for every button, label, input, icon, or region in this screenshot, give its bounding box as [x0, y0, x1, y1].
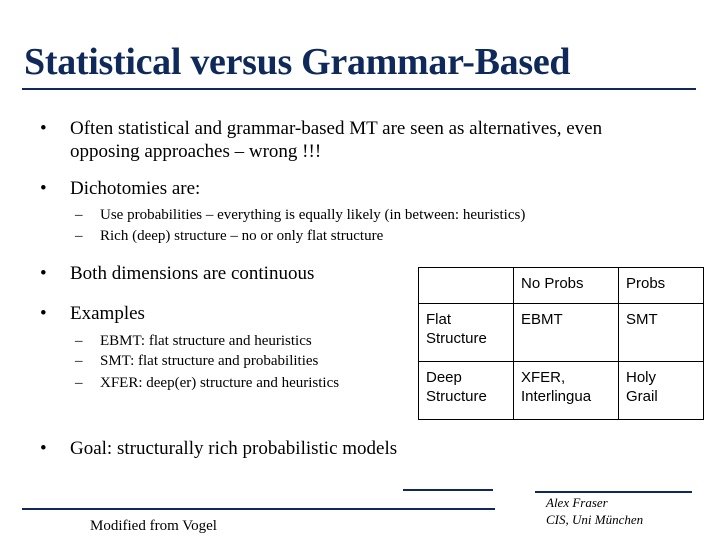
comparison-table [418, 267, 704, 420]
bullet-marker: • [40, 118, 47, 139]
sub-bullet-marker: – [75, 207, 83, 223]
bullet-2-text: Dichotomies are: [70, 178, 201, 199]
title-divider [22, 88, 696, 90]
footer-author-affiliation: CIS, Uni München [546, 512, 644, 527]
table-cell [619, 362, 704, 420]
footer-rule-lower [22, 508, 495, 510]
bullet-5-text: Goal: structurally rich probabilistic models [70, 438, 398, 459]
cell-line-1: Holy [626, 369, 657, 387]
table-cell [619, 304, 704, 362]
bullet-marker: • [40, 303, 47, 324]
footer-source: Modified from Vogel [90, 518, 217, 534]
footer-author [546, 494, 643, 528]
bullet-marker: • [40, 178, 47, 199]
bullet-4-sub-1-text: EBMT: flat structure and heuristics [100, 333, 312, 349]
row-label-line-2: Structure [426, 388, 487, 406]
bullet-3-text: Both dimensions are continuous [70, 263, 315, 284]
table-header-corner [419, 268, 514, 304]
bullet-2-sub-2-text: Rich (deep) structure – no or only flat structure [100, 228, 384, 244]
footer-rule-upper-right [535, 491, 692, 493]
table-cell [514, 304, 619, 362]
cell-line-1: EBMT [521, 311, 563, 329]
table-row [419, 362, 704, 420]
sub-bullet-marker: – [75, 353, 83, 369]
bullet-2-sub-1-text: Use probabilities – everything is equally likely (in between: heuristics) [100, 207, 526, 223]
bullet-1-line-1: Often statistical and grammar-based MT are seen as alternatives, even [70, 118, 603, 139]
table-row-label [419, 304, 514, 362]
sub-bullet-marker: – [75, 375, 83, 391]
cell-line-1: SMT [626, 311, 658, 329]
bullet-4-text: Examples [70, 303, 145, 324]
cell-line-1: XFER, [521, 369, 566, 387]
row-label-line-2: Structure [426, 330, 487, 348]
table-header-probs: Probs [619, 268, 704, 304]
footer-rule-upper-left [403, 489, 493, 491]
table-row-label [419, 362, 514, 420]
sub-bullet-marker: – [75, 333, 83, 349]
table-header-row [419, 268, 704, 304]
cell-line-2: Grail [626, 388, 658, 406]
table-cell [514, 362, 619, 420]
bullet-marker: • [40, 263, 47, 284]
row-label-line-1: Flat [426, 311, 452, 329]
slide-title: Statistical versus Grammar-Based [24, 41, 571, 83]
row-label-line-1: Deep [426, 369, 462, 387]
bullet-1-line-2: opposing approaches – wrong !!! [70, 141, 322, 162]
cell-line-2: Interlingua [521, 388, 592, 406]
bullet-marker: • [40, 438, 47, 459]
bullet-4-sub-3-text: XFER: deep(er) structure and heuristics [100, 375, 340, 391]
sub-bullet-marker: – [75, 228, 83, 244]
footer-author-name: Alex Fraser [546, 495, 608, 510]
bullet-4-sub-2-text: SMT: flat structure and probabilities [100, 353, 319, 369]
table-header-no-probs: No Probs [514, 268, 619, 304]
table-row [419, 304, 704, 362]
